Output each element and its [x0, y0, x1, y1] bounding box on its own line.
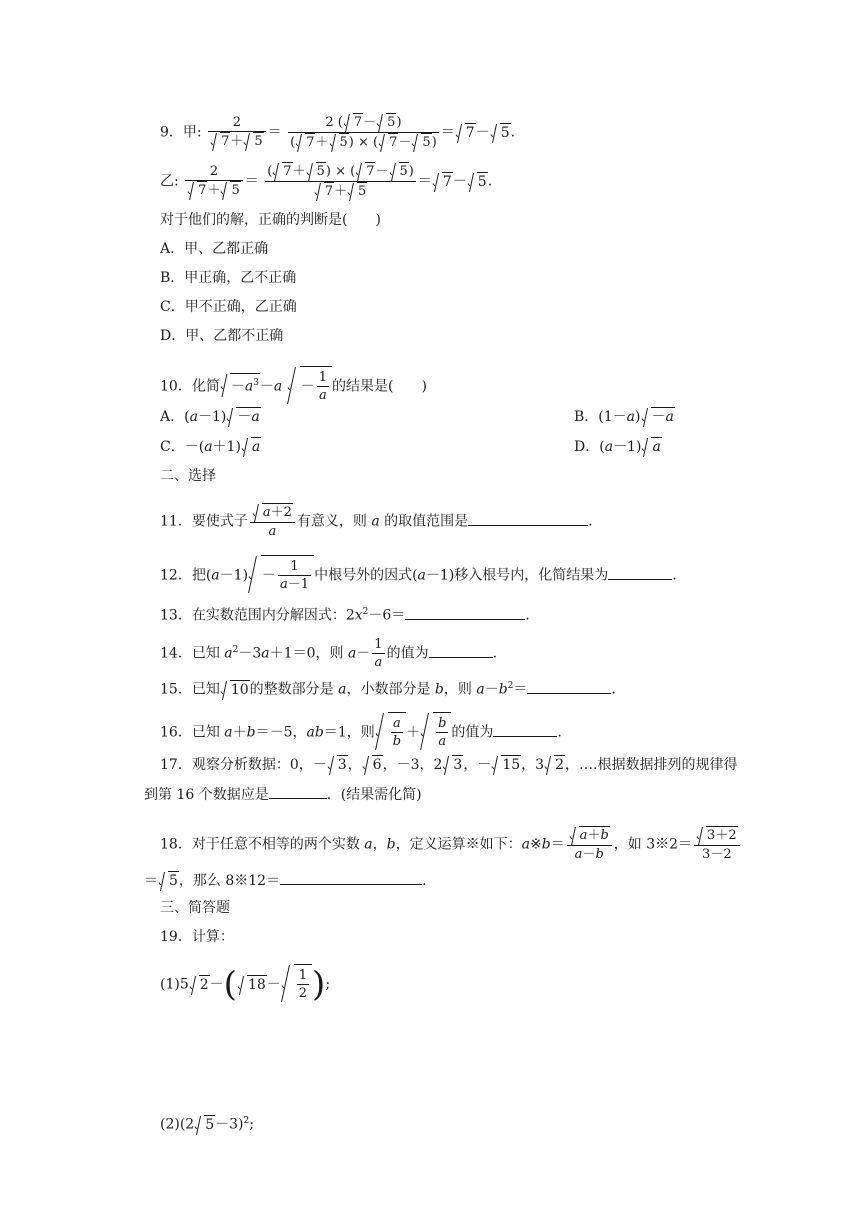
q13-answer-blank[interactable]	[405, 605, 525, 620]
q18-line1: 18．对于任意不相等的两个实数 a，b，定义运算※如下：a※b＝ $\frac{a+b}{a-b}$ ，如 3※2＝ $\frac{3+2}{3-2}$	[160, 826, 742, 863]
q10-stem: 10．化简 $-a^3-a$ － $\frac{1}{a}$ 的结果是( )	[160, 366, 427, 404]
q9-option-b: B．甲正确，乙不正确	[160, 270, 297, 286]
q10-option-a: A．(a－1) －a	[160, 409, 260, 425]
q17-answer-blank[interactable]	[269, 784, 327, 799]
q17-line2: 到第 16 个数据应是 ．(结果需化简)	[144, 784, 422, 805]
q18-answer-blank[interactable]	[280, 870, 422, 885]
q15-answer-blank[interactable]	[527, 679, 611, 694]
section-title-2: 二、选择	[160, 468, 216, 484]
q9-option-a: A．甲、乙都正确	[160, 241, 269, 257]
q17-line1: 17．观察分析数据：0，－ 3， 6，－3，2 3，－ 15，3 2，….根据数据排列的规律得	[160, 757, 738, 773]
q12: 12．把(a－1) － $\frac{1}{a-1}$ 中根号外的因式(a－1)移入根号内，化简结果为 .	[160, 555, 677, 593]
q9-jia-frac1: $\frac{2}{7+ 5}$	[208, 114, 266, 151]
q9-yi-frac2: $\frac{( 7+ 5) \times ( 7- 5)}{7+ 5}$	[267, 164, 414, 199]
q9-option-d: D．甲、乙都不正确	[160, 328, 284, 344]
q12-answer-blank[interactable]	[608, 565, 672, 580]
q18-line2: ＝ 5，那么 8※12＝ .	[144, 870, 427, 891]
q9-line-yi: 乙: $\frac{2}{7+ 5}$ ＝ $\frac{( 7+ 5) \times ( 7- 5)}{7+ 5}$ ＝ 7－ 5.	[160, 164, 493, 199]
section-title-3: 三、简答题	[160, 900, 230, 916]
q19-title: 19．计算：	[160, 929, 234, 945]
q19-part1: (1)5 2－( 18－ $\frac{1}{2}$ );	[160, 964, 331, 1005]
q16: 16．已知 a＋b＝－5，ab＝1，则 $\frac{a}{b}$ ＋ $\frac{b}{a}$ 的值为 .	[160, 712, 562, 750]
q14: 14．已知 $a^2-3a+1=0$，则 a－ $\frac{1}{a}$ 的值为 .	[160, 637, 498, 670]
q11-answer-blank[interactable]	[468, 511, 588, 526]
q15: 15．已知 10的整数部分是 a，小数部分是 b，则 $a-b^2=$ .	[160, 676, 616, 700]
q10-option-d: D．(a－1) a	[574, 439, 661, 455]
q9-yi-frac1: $\frac{2}{7+ 5}$	[185, 163, 243, 200]
q11: 11．要使式子 $\frac{a+2}{a}$ 有意义，则 a 的取值范围是 .	[160, 505, 593, 539]
q14-answer-blank[interactable]	[429, 643, 493, 658]
q9-jia-frac2: $\frac{2 ( 7- 5)}{( 7+ 5) \times ( 7- 5)}$	[290, 115, 437, 150]
q9-line-jia: 9．甲: $\frac{2}{7+ 5}$ ＝ $\frac{2 ( 7- 5)}{( 7+ 5) \times ( 7- 5)}$ ＝ 7－ 5.	[160, 115, 516, 150]
q10-option-c: C．－(a＋1) a	[160, 439, 261, 455]
q10-option-b: B．(1－a) －a	[574, 409, 674, 425]
q19-part2: (2)(2 5－3)$^2$;	[160, 1116, 254, 1133]
q9-prompt: 对于他们的解，正确的判断是( )	[160, 212, 381, 228]
q16-answer-blank[interactable]	[493, 722, 557, 737]
q13: 13．在实数范围内分解因式：$2x^2-6=$ .	[160, 602, 530, 626]
q9-option-c: C．甲不正确，乙正确	[160, 299, 297, 315]
